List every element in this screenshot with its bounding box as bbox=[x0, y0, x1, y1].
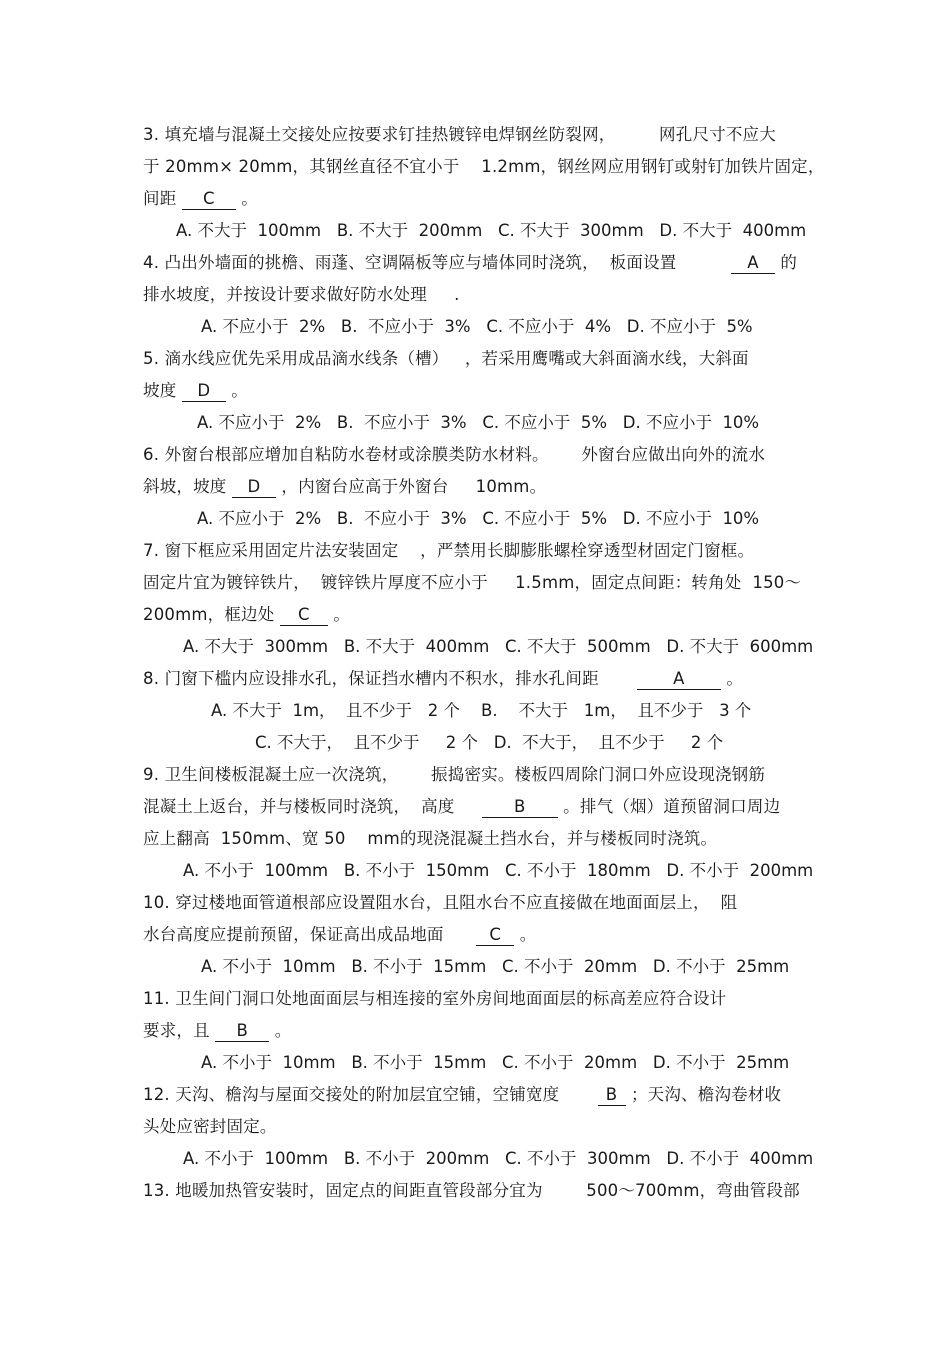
q6-line-1: 6. 外窗台根部应增加自粘防水卷材或涂膜类防水材料。 外窗台应做出向外的流水 bbox=[143, 445, 766, 464]
q11-line-2-prefix: 要求，且 bbox=[143, 1021, 216, 1040]
q10-options: A. 不小于 10mm B. 不小于 15mm C. 不小于 20mm D. 不小于 25mm bbox=[201, 957, 790, 976]
q7-line-3-prefix: 200mm，框边处 bbox=[143, 605, 280, 624]
q3-answer-blank: C bbox=[182, 189, 236, 210]
q8-line-1-prefix: 8. 门窗下槛内应设排水孔，保证挡水槽内不积水，排水孔间距 bbox=[143, 669, 637, 688]
q10-line-2-suffix: 。 bbox=[514, 925, 537, 944]
q7-line-1: 7. 窗下框应采用固定片法安装固定 ，严禁用长脚膨胀螺栓穿透型材固定门窗框。 bbox=[143, 541, 755, 560]
q9-line-2-prefix: 混凝土上返台，并与楼板同时浇筑， 高度 bbox=[143, 797, 482, 816]
q4-line-1-suffix: 的 bbox=[774, 253, 798, 272]
q12-line-1-prefix: 12. 天沟、檐沟与屋面交接处的附加层宜空铺，空铺宽度 bbox=[143, 1085, 598, 1104]
q8-line-1-suffix: 。 bbox=[720, 669, 744, 688]
q6-options: A. 不应小于 2% B. 不应小于 3% C. 不应小于 5% D. 不应小于 10% bbox=[197, 509, 760, 528]
q9-line-2-suffix: 。排气（烟）道预留洞口周边 bbox=[557, 797, 781, 816]
q5-line-2-suffix: 。 bbox=[225, 381, 249, 400]
q12-line-1 bbox=[143, 1084, 781, 1106]
q3-line-3-prefix: 间距 bbox=[143, 189, 182, 208]
q7-line-2: 固定片宜为镀锌铁片， 镀锌铁片厚度不应小于 1.5mm，固定点间距：转角处 150～ bbox=[143, 573, 802, 592]
q7-answer-blank: C bbox=[280, 605, 328, 626]
q4-line-2: 排水坡度，并按设计要求做好防水处理 . bbox=[143, 285, 460, 304]
q8-answer-blank: A bbox=[637, 669, 721, 690]
q8-options-row-1: A. 不大于 1m， 且不少于 2 个 B. 不大于 1m， 且不少于 3 个 bbox=[211, 701, 752, 720]
q5-line-2-prefix: 坡度 bbox=[143, 381, 182, 400]
q12-options: A. 不小于 100mm B. 不小于 200mm C. 不小于 300mm D. 不小于 400mm bbox=[183, 1149, 814, 1168]
q5-line-2 bbox=[143, 380, 248, 402]
q3-options: A. 不大于 100mm B. 不大于 200mm C. 不大于 300mm D. 不大于 400mm bbox=[176, 221, 807, 240]
q9-line-3: 应上翻高 150mm、宽 50 mm的现浇混凝土挡水台，并与楼板同时浇筑。 bbox=[143, 829, 718, 848]
q3-line-2: 于 20mm× 20mm，其钢丝直径不宜小于 1.2mm，钢丝网应用钢钉或射钉加铁片固定， bbox=[143, 157, 825, 176]
q11-answer-blank: B bbox=[215, 1021, 269, 1042]
q11-line-1: 11. 卫生间门洞口处地面面层与相连接的室外房间地面面层的标高差应符合设计 bbox=[143, 989, 727, 1008]
q3-line-1: 3. 填充墙与混凝土交接处应按要求钉挂热镀锌电焊钢丝防裂网， 网孔尺寸不应大 bbox=[143, 125, 776, 144]
q9-options: A. 不小于 100mm B. 不小于 150mm C. 不小于 180mm D. 不小于 200mm bbox=[183, 861, 814, 880]
q6-line-2-prefix: 斜坡，坡度 bbox=[143, 477, 232, 496]
q11-line-2 bbox=[143, 1020, 291, 1042]
q13-line-1: 13. 地暖加热管安装时，固定点的间距直管段部分宜为 500～700mm，弯曲管段部 bbox=[143, 1181, 800, 1200]
q11-line-2-suffix: 。 bbox=[269, 1021, 292, 1040]
q9-line-2 bbox=[143, 796, 780, 818]
q9-answer-blank: B bbox=[482, 797, 558, 818]
q10-answer-blank: C bbox=[476, 925, 514, 946]
q3-line-3-suffix: 。 bbox=[235, 189, 259, 208]
q7-line-3-suffix: 。 bbox=[327, 605, 351, 624]
q7-line-3 bbox=[143, 604, 350, 626]
q11-options: A. 不小于 10mm B. 不小于 15mm C. 不小于 20mm D. 不小于 25mm bbox=[201, 1053, 790, 1072]
q9-line-1: 9. 卫生间楼板混凝土应一次浇筑， 振捣密实。楼板四周除门洞口外应设现浇钢筋 bbox=[143, 765, 766, 784]
q6-line-2 bbox=[143, 476, 546, 498]
q8-options-row-2: C. 不大于， 且不少于 2 个 D. 不大于， 且不少于 2 个 bbox=[255, 733, 724, 752]
q5-options: A. 不应小于 2% B. 不应小于 3% C. 不应小于 5% D. 不应小于 10% bbox=[197, 413, 760, 432]
q4-answer-blank: A bbox=[731, 253, 775, 274]
q10-line-2-prefix: 水台高度应提前预留，保证高出成品地面 bbox=[143, 925, 477, 944]
q6-answer-blank: D bbox=[232, 477, 276, 498]
q12-line-1-suffix: ；天沟、檐沟卷材收 bbox=[625, 1085, 782, 1104]
q8-line-1 bbox=[143, 668, 743, 690]
q4-line-1 bbox=[143, 252, 797, 274]
q7-options: A. 不大于 300mm B. 不大于 400mm C. 不大于 500mm D. 不大于 600mm bbox=[183, 637, 814, 656]
q6-line-2-suffix: ，内窗台应高于外窗台 10mm。 bbox=[275, 477, 547, 496]
q4-line-1-prefix: 4. 凸出外墙面的挑檐、雨蓬、空调隔板等应与墙体同时浇筑， 板面设置 bbox=[143, 253, 731, 272]
q5-answer-blank: D bbox=[182, 381, 226, 402]
q10-line-2 bbox=[143, 924, 536, 946]
q3-line-3 bbox=[143, 188, 258, 210]
q10-line-1: 10. 穿过楼地面管道根部应设置阻水台，且阻水台不应直接做在地面面层上， 阻 bbox=[143, 893, 738, 912]
q12-line-2: 头处应密封固定。 bbox=[143, 1117, 277, 1136]
q5-line-1: 5. 滴水线应优先采用成品滴水线条（槽） ，若采用鹰嘴或大斜面滴水线，大斜面 bbox=[143, 349, 749, 368]
q12-answer-blank: B bbox=[598, 1085, 626, 1106]
q4-options: A. 不应小于 2% B. 不应小于 3% C. 不应小于 4% D. 不应小于 5% bbox=[201, 317, 753, 336]
